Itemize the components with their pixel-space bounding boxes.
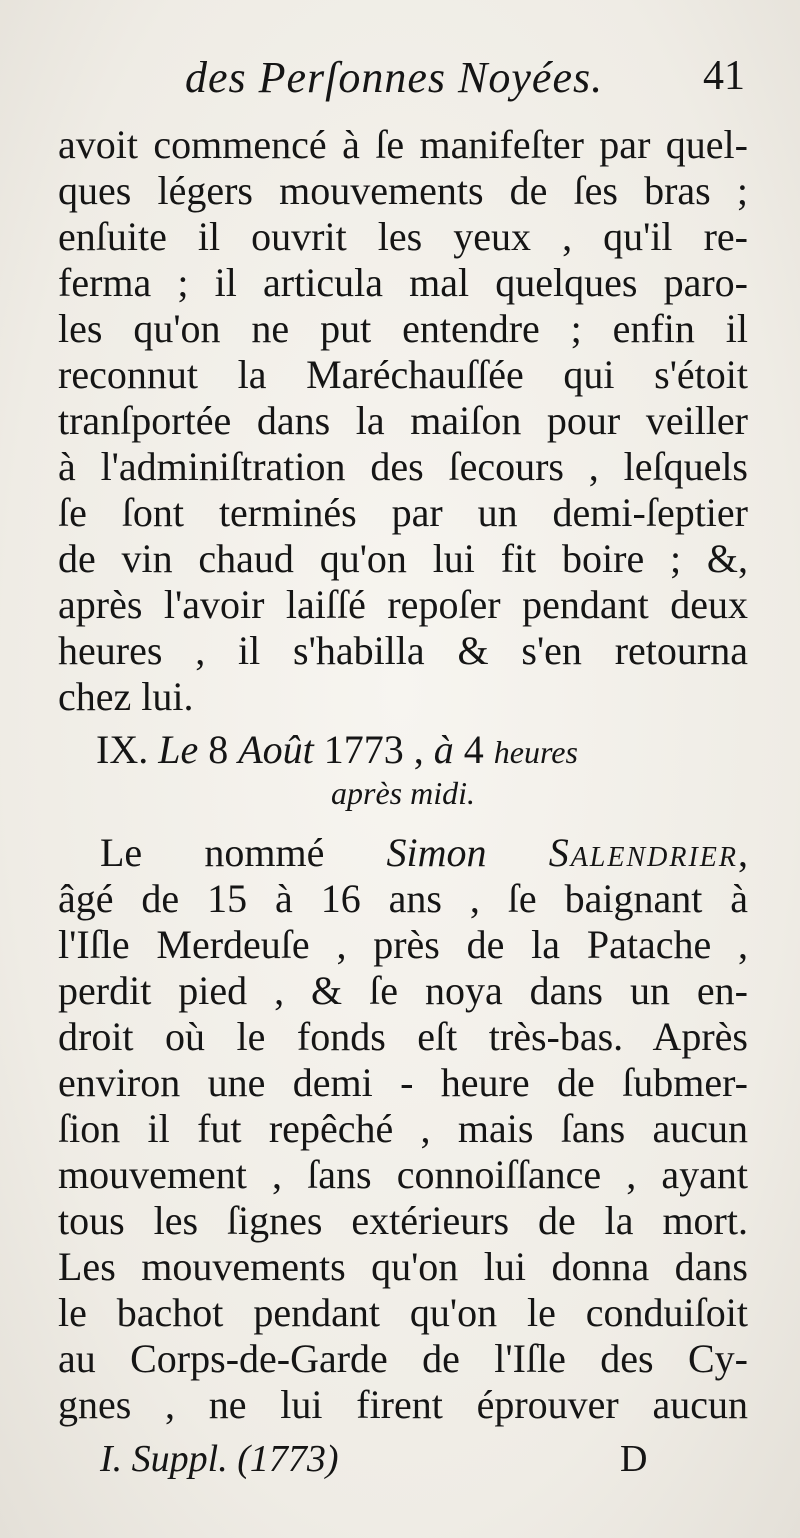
text-line: mouvement , ſans connoiſſance , ayant	[58, 1152, 748, 1197]
section-year: 1773 ,	[323, 727, 424, 772]
section-day: 8	[208, 727, 229, 772]
running-head	[185, 52, 745, 102]
page-number: 41	[703, 53, 745, 99]
section-preposition: à	[433, 727, 454, 772]
text-line: de vin chaud qu'on lui fit boire ; &,	[58, 536, 748, 581]
intro-comma: ,	[738, 830, 748, 875]
text-line: âgé de 15 à 16 ans , ſe baignant à	[58, 876, 748, 921]
section-number: IX.	[96, 727, 149, 772]
text-line: l'Iſle Merdeuſe , près de la Patache ,	[58, 922, 748, 967]
text-line: droit où le fonds eſt très-bas. Après	[58, 1014, 748, 1059]
signature-volume: I. Suppl.	[100, 1438, 228, 1480]
text-line: après l'avoir laiſſé repoſer pendant deux	[58, 582, 748, 627]
signature-line	[100, 1437, 660, 1487]
section-hours-word: heures	[493, 734, 578, 770]
paragraph-case-ix	[58, 830, 748, 1428]
text-line: heures , il s'habilla & s'en retourna	[58, 628, 748, 673]
section-time-of-day: après midi.	[331, 775, 475, 811]
text-line: tranſportée dans la maiſon pour veiller	[58, 398, 748, 443]
text-line: avoit commencé à ſe manifeſter par quel-	[58, 122, 748, 167]
text-line: au Corps-de-Garde de l'Iſle des Cy-	[58, 1336, 748, 1381]
section-hour: 4	[463, 727, 484, 772]
text-line: perdit pied , & ſe noya dans un en-	[58, 968, 748, 1013]
text-line: gnes , ne lui firent éprouver aucun	[58, 1382, 748, 1427]
text-line: reconnut la Maréchauſſée qui s'étoit	[58, 352, 748, 397]
text-line: le bachot pendant qu'on le conduiſoit	[58, 1290, 748, 1335]
text-line: chez lui.	[58, 674, 194, 719]
text-line: ferma ; il articula mal quelques paro-	[58, 260, 748, 305]
paragraph-continued	[58, 122, 748, 720]
text-line: environ une demi - heure de ſubmer-	[58, 1060, 748, 1105]
signature-label	[100, 1437, 339, 1481]
signature-mark: D	[620, 1438, 648, 1480]
text-line: ſion il fut repêché , mais ſans aucun	[58, 1106, 748, 1151]
text-line: les qu'on ne put entendre ; enfin il	[58, 306, 748, 351]
text-line: tous les ſignes extérieurs de la mort.	[58, 1198, 748, 1243]
text-line: ſe ſont terminés par un demi-ſeptier	[58, 490, 748, 535]
text-line: enſuite il ouvrit les yeux , qu'il re-	[58, 214, 748, 259]
section-month: Août	[238, 727, 314, 772]
text-line: ques légers mouvements de ſes bras ;	[58, 168, 748, 213]
text-line-first	[58, 830, 748, 876]
person-first-name: Simon	[386, 830, 487, 875]
section-heading	[58, 727, 748, 813]
running-title: des Perſonnes Noyées.	[185, 53, 604, 102]
person-surname: Salendrier	[548, 830, 738, 875]
intro-words: Le nommé	[100, 830, 325, 875]
text-line: à l'adminiſtration des ſecours , leſquels	[58, 444, 748, 489]
section-date-article: Le	[158, 727, 199, 772]
text-line: Les mouvements qu'on lui donna dans	[58, 1244, 748, 1289]
section-heading-line	[58, 727, 748, 773]
signature-year: (1773)	[237, 1438, 339, 1480]
